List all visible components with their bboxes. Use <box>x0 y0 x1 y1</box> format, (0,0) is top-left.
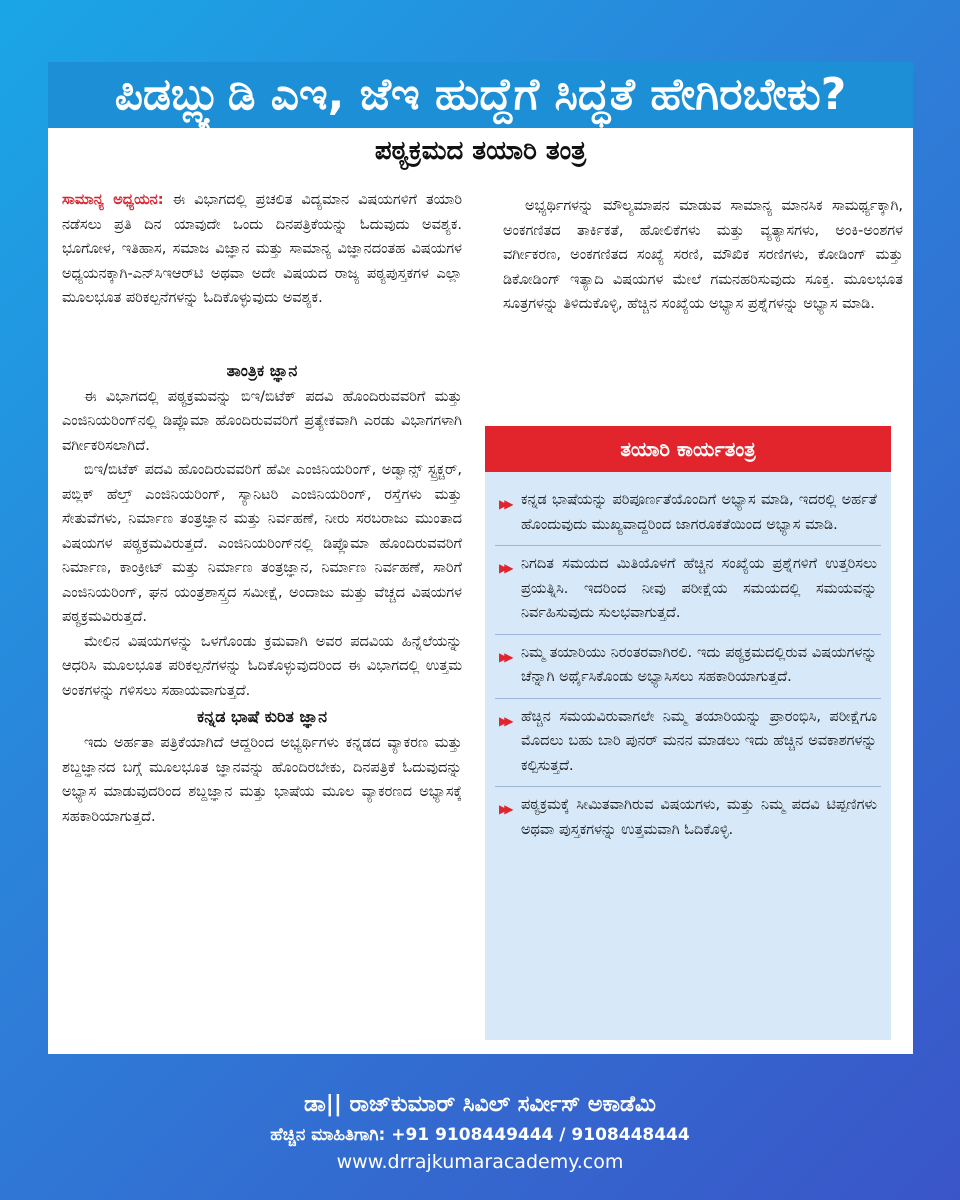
strategy-box <box>485 472 891 1040</box>
double-arrow-icon: ▶▶ <box>499 561 510 575</box>
academy-name: ಡಾ|| ರಾಜ್‌ಕುಮಾರ್ ಸಿವಿಲ್ ಸರ್ವೀಸ್ ಅಕಾಡೆಮಿ <box>304 1092 656 1117</box>
general-studies-text: ಈ ವಿಭಾಗದಲ್ಲಿ ಪ್ರಚಲಿತ ವಿದ್ಯಮಾನ ವಿಷಯಗಳಿಗೆ ತಯಾರಿ ನಡೆಸಲು ಪ್ರತಿ ದಿನ ಯಾವುದೇ ಒಂದು ದಿನಪತ್ರಿಕೆಯನ್ನು ಓದುವುದು ಅವಶ್ಯಕ. ಭೂಗೋಳ, ಇತಿಹಾಸ, ಸಮಾಜ ವಿಜ್ಞಾನ ಮತ್ತು ಸಾಮಾನ್ಯ ವಿಜ್ಞಾನದಂತಹ ವಿಷಯಗಳ ಅಧ್ಯಯನಕ್ಕಾಗಿ-ಎನ್‌ಸಿಇಆರ್‌ಟಿ ಅಥವಾ ಅದೇ ವಿಷಯದ ರಾಜ್ಯ ಪಠ್ಯಪುಸ್ತಕಗಳ ಎಲ್ಲಾ ಮೂಲಭೂತ ಪರಿಕಲ್ಪನೆಗಳನ್ನು ಓದಿಕೊಳ್ಳುವುದು ಅವಶ್ಯಕ. <box>62 192 463 306</box>
kannada-paragraph: ಇದು ಅರ್ಹತಾ ಪತ್ರಿಕೆಯಾಗಿದೆ ಆದ್ದರಿಂದ ಅಭ್ಯರ್ಥಿಗಳು ಕನ್ನಡದ ವ್ಯಾಕರಣ ಮತ್ತು ಶಬ್ದಜ್ಞಾನದ ಬಗ್ಗೆ ಮೂಲಭೂತ ಜ್ಞಾನವನ್ನು ಹೊಂದಿರಬೇಕು, ದಿನಪತ್ರಿಕೆ ಓದುವುದನ್ನು ಅಭ್ಯಾಸ ಮಾಡುವುದರಿಂದ ಶಬ್ದಜ್ಞಾನ ಮತ್ತು ಭಾಷೆಯ ಮೂಲ ವ್ಯಾಕರಣದ ಅಭ್ಯಾಸಕ್ಕೆ ಸಹಕಾರಿಯಾಗುತ್ತದೆ. <box>62 735 462 825</box>
technical-paragraph-2: ಬಿಇ/ಬಿಟೆಕ್ ಪದವಿ ಹೊಂದಿರುವವರಿಗೆ ಹೆವೀ ಎಂಜಿನಿಯರಿಂಗ್, ಅಡ್ವಾನ್ಸ್ ಸ್ಟ್ರಕ್ಚರ್, ಪಬ್ಲಿಕ್ ಹೆಲ್ತ್ ಎಂಜಿನಿಯರಿಂಗ್, ಸ್ಯಾನಿಟರಿ ಎಂಜಿನಿಯರಿಂಗ್, ರಸ್ತೆಗಳು ಮತ್ತು ಸೇತುವೆಗಳು, ನಿರ್ಮಾಣ ತಂತ್ರಜ್ಞಾನ ಮತ್ತು ನಿರ್ವಹಣೆ, ನೀರು ಸರಬರಾಜು ಮುಂತಾದ ವಿಷಯಗಳ ಪಠ್ಯಕ್ರಮವಿರುತ್ತದೆ. ಎಂಜಿನಿಯರಿಂಗ್‌ನಲ್ಲಿ ಡಿಪ್ಲೊಮಾ ಹೊಂದಿರುವವರಿಗೆ ನಿರ್ಮಾಣ, ಕಾಂಕ್ರೀಟ್ ಮತ್ತು ನಿರ್ಮಾಣ ತಂತ್ರಜ್ಞಾನ, ನಿರ್ಮಾಣ ನಿರ್ವಹಣೆ, ಸಾರಿಗೆ ಎಂಜಿನಿಯರಿಂಗ್, ಘನ ಯಂತ್ರಶಾಸ್ತ್ರದ ಸಮೀಕ್ಷೆ, ಅಂದಾಜು ಮತ್ತು ವೆಚ್ಚದ ವಿಷಯಗಳ ಪಠ್ಯಕ್ರಮವಿರುತ್ತದೆ. <box>62 462 462 625</box>
technical-knowledge-title: ತಾಂತ್ರಿಕ ಜ್ಞಾನ <box>226 360 298 380</box>
double-arrow-icon: ▶▶ <box>499 497 510 511</box>
strategy-tip: ▶▶ ಹೆಚ್ಚಿನ ಸಮಯವಿರುವಾಗಲೇ ನಿಮ್ಮ ತಯಾರಿಯನ್ನು ಪ್ರಾರಂಭಿಸಿ, ಪರೀಕ್ಷೆಗೂ ಮೊದಲು ಬಹು ಬಾರಿ ಪುನರ್ ಮನನ ಮಾಡಲು ಇದು ಹೆಚ್ಚಿನ ಅವಕಾಶಗಳನ್ನು ಕಲ್ಪಿಸುತ್ತದೆ. <box>495 699 881 788</box>
headline-banner: ಪಿಡಬ್ಲ್ಯುಡಿ ಎಇ, ಜೆಇ ಹುದ್ದೆಗೆ ಸಿದ್ಧತೆ ಹೇಗಿರಬೇಕು? <box>48 62 913 128</box>
general-studies-paragraph <box>62 188 462 311</box>
article-subtitle: ಪಠ್ಯಕ್ರಮದ ತಯಾರಿ ತಂತ್ರ <box>374 136 587 166</box>
double-arrow-icon: ▶▶ <box>499 802 510 816</box>
mental-ability-paragraph: ಅಭ್ಯರ್ಥಿಗಳನ್ನು ಮೌಲ್ಯಮಾಪನ ಮಾಡುವ ಸಾಮಾನ್ಯ ಮಾನಸಿಕ ಸಾಮರ್ಥ್ಯಕ್ಕಾಗಿ, ಅಂಕಗಣಿತದ ತಾರ್ಕಿಕತೆ, ಹೋಲಿಕೆಗಳು ಮತ್ತು ವ್ಯತ್ಯಾಸಗಳು, ಅಂಕಿ-ಅಂಶಗಳ ವರ್ಗೀಕರಣ, ಅಂಕಗಣಿತದ ಸಂಖ್ಯೆ ಸರಣಿ, ಮೌಖಿಕ ಸರಣಿಗಳು, ಕೋಡಿಂಗ್ ಮತ್ತು ಡಿಕೋಡಿಂಗ್ ಇತ್ಯಾದಿ ವಿಷಯಗಳ ಮೇಲೆ ಗಮನಹರಿಸುವುದು ಸೂಕ್ತ. ಮೂಲಭೂತ ಸೂತ್ರಗಳನ್ನು ತಿಳಿದುಕೊಳ್ಳಿ, ಹೆಚ್ಚಿನ ಸಂಖ್ಯೆಯ ಅಭ್ಯಾಸ ಪ್ರಶ್ನೆಗಳನ್ನು ಅಭ್ಯಾಸ ಮಾಡಿ. <box>503 198 903 312</box>
double-arrow-icon: ▶▶ <box>499 649 510 664</box>
technical-paragraph-1: ಈ ವಿಭಾಗದಲ್ಲಿ ಪಠ್ಯಕ್ರಮವನ್ನು ಬಿಇ/ಬಿಟೆಕ್ ಪದವಿ ಹೊಂದಿರುವವರಿಗೆ ಮತ್ತು ಎಂಜಿನಿಯರಿಂಗ್‌ನಲ್ಲಿ ಡಿಪ್ಲೊಮಾ ಹೊಂದಿರುವವರಿಗೆ ಪ್ರತ್ಯೇಕವಾಗಿ ಎರಡು ವಿಭಾಗಗಳಾಗಿ ವರ್ಗೀಕರಿಸಲಾಗಿದೆ. <box>62 388 462 454</box>
general-studies-lead: ಸಾಮಾನ್ಯ ಅಧ್ಯಯನ: <box>62 192 164 208</box>
contact-numbers: ಹೆಚ್ಚಿನ ಮಾಹಿತಿಗಾಗಿ: +91 9108449444 / 9108448444 <box>270 1125 690 1145</box>
footer <box>0 1066 960 1200</box>
website-link[interactable]: www.drrajkumaracademy.com <box>336 1151 624 1173</box>
right-column <box>503 194 903 317</box>
strategy-title: ತಯಾರಿ ಕಾರ್ಯತಂತ್ರ <box>485 426 891 472</box>
article-panel <box>48 128 913 1054</box>
strategy-tip: ▶▶ ನಿಗದಿತ ಸಮಯದ ಮಿತಿಯೊಳಗೆ ಹೆಚ್ಚಿನ ಸಂಖ್ಯೆಯ ಪ್ರಶ್ನೆಗಳಿಗೆ ಉತ್ತರಿಸಲು ಪ್ರಯತ್ನಿಸಿ. ಇದರಿಂದ ನೀವು ಪರೀಕ್ಷೆಯ ಸಮಯದಲ್ಲಿ ಸಮಯವನ್ನು ನಿರ್ವಹಿಸುವುದು ಸುಲಭವಾಗುತ್ತದೆ. <box>495 546 881 635</box>
technical-paragraph-3: ಮೇಲಿನ ವಿಷಯಗಳನ್ನು ಒಳಗೊಂಡು ಕ್ರಮವಾಗಿ ಅವರ ಪದವಿಯ ಹಿನ್ನೆಲೆಯನ್ನು ಆಧರಿಸಿ ಮೂಲಭೂತ ಪರಿಕಲ್ಪನೆಗಳನ್ನು ಓದಿಕೊಳ್ಳುವುದರಿಂದ ಈ ವಿಭಾಗದಲ್ಲಿ ಉತ್ತಮ ಅಂಕಗಳನ್ನು ಗಳಿಸಲು ಸಹಾಯವಾಗುತ್ತದೆ. <box>62 633 462 699</box>
strategy-tip: ▶▶ ಪಠ್ಯಕ್ರಮಕ್ಕೆ ಸೀಮಿತವಾಗಿರುವ ವಿಷಯಗಳು, ಮತ್ತು ನಿಮ್ಮ ಪದವಿ ಟಿಪ್ಪಣಿಗಳು ಅಥವಾ ಪುಸ್ತಕಗಳನ್ನು ಉತ್ತಮವಾಗಿ ಓದಿಕೊಳ್ಳಿ. <box>499 797 877 838</box>
strategy-tip: ▶▶ ಕನ್ನಡ ಭಾಷೆಯನ್ನು ಪರಿಪೂರ್ಣತೆಯೊಂದಿಗೆ ಅಭ್ಯಾಸ ಮಾಡಿ, ಇದರಲ್ಲಿ ಅರ್ಹತೆ ಹೊಂದುವುದು ಮುಖ್ಯವಾದ್ದರಿಂದ ಜಾಗರೂಕತೆಯಿಂದ ಅಭ್ಯಾಸ ಮಾಡಿ. <box>495 482 881 546</box>
kannada-knowledge-title: ಕನ್ನಡ ಭಾಷೆ ಕುರಿತ ಜ್ಞಾನ <box>197 707 327 726</box>
left-column <box>62 188 462 829</box>
strategy-tip: ▶▶ ನಿಮ್ಮ ತಯಾರಿಯು ನಿರಂತರವಾಗಿರಲಿ. ಇದು ಪಠ್ಯಕ್ರಮದಲ್ಲಿರುವ ವಿಷಯಗಳನ್ನು ಚೆನ್ನಾಗಿ ಅರ್ಥೈಸಿಕೊಂಡು ಅಭ್ಯಾಸಿಸಲು ಸಹಕಾರಿಯಾಗುತ್ತದೆ. <box>495 635 881 699</box>
double-arrow-icon: ▶▶ <box>499 713 510 728</box>
